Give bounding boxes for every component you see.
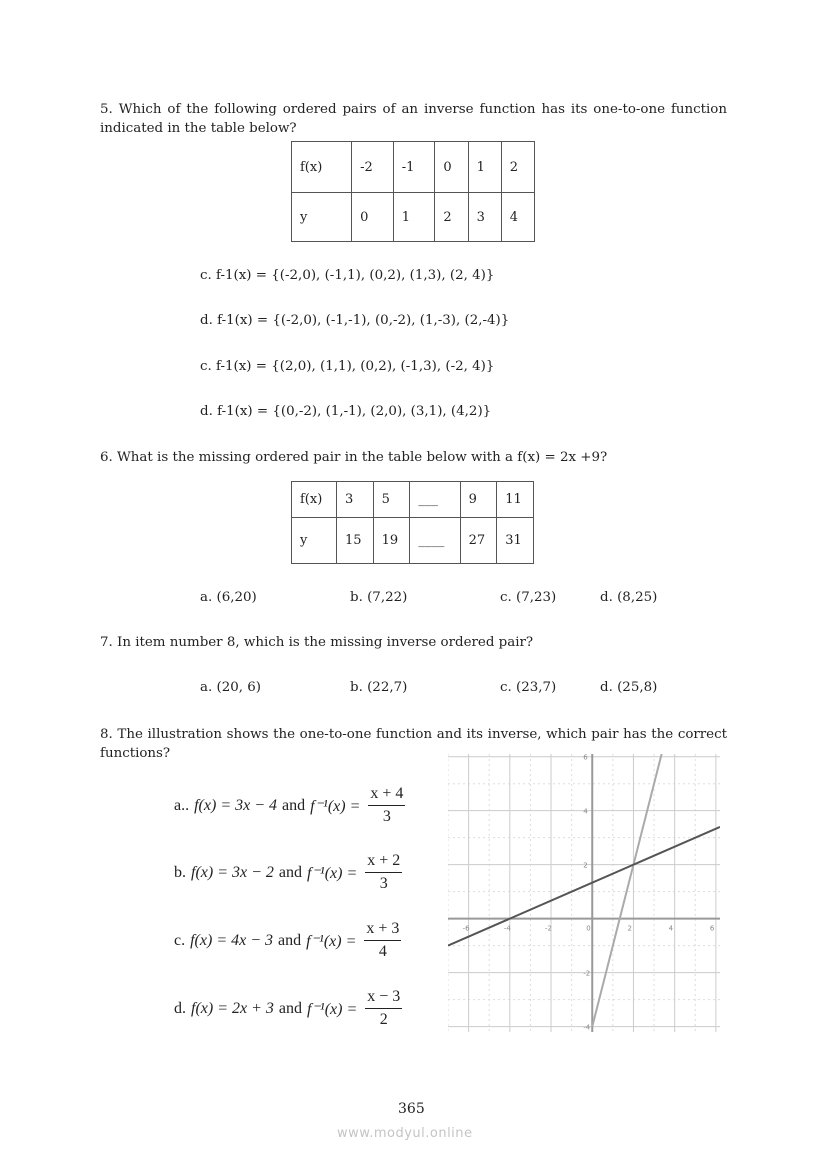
table-cell: -2 xyxy=(352,142,394,193)
table-cell: y xyxy=(292,518,337,564)
q8-choice xyxy=(174,988,402,1029)
function: f(x) = 2x + 3 xyxy=(191,999,274,1017)
series-line-0 xyxy=(592,754,661,1027)
q6-choice-c: c. (7,23) xyxy=(500,590,557,605)
and: and xyxy=(282,796,306,814)
q6-table xyxy=(291,481,534,564)
table-cell: -1 xyxy=(393,142,435,193)
and: and xyxy=(278,999,303,1017)
table-cell: 3 xyxy=(468,193,501,242)
q6-choice-d: d. (8,25) xyxy=(600,590,658,605)
function: f(x) = 4x − 3 xyxy=(190,931,274,949)
table-cell: 27 xyxy=(460,518,497,564)
question-6: 6. What is the missing ordered pair in the table below with a f(x) = 2x +9? xyxy=(100,450,608,465)
table-cell: 5 xyxy=(373,482,410,518)
table-row xyxy=(292,482,534,518)
choice-label: c. xyxy=(174,931,186,949)
function: f(x) = 3x − 4 xyxy=(194,796,278,814)
table-cell: 1 xyxy=(468,142,501,193)
denominator: 4 xyxy=(378,943,387,960)
fraction xyxy=(364,920,401,961)
table-cell: 31 xyxy=(497,518,534,564)
q7-choice-c: c. (23,7) xyxy=(500,680,557,695)
question-7: 7. In item number 8, which is the missing inverse ordered pair? xyxy=(100,635,534,650)
q6-choice-b: b. (7,22) xyxy=(350,590,408,605)
inverse-function: f⁻¹(x) = xyxy=(306,932,357,950)
y-tick-label: 6 xyxy=(583,754,588,762)
watermark: www.modyul.online xyxy=(337,1126,473,1141)
fraction xyxy=(365,988,402,1029)
function: f(x) = 3x − 2 xyxy=(191,863,274,881)
x-tick-label: 2 xyxy=(627,924,632,933)
table-cell: 4 xyxy=(501,193,534,242)
x-tick-label: -2 xyxy=(545,924,553,933)
x-tick-label: 4 xyxy=(668,924,674,933)
choice-label: b. xyxy=(174,863,186,881)
numerator: x − 3 xyxy=(365,988,402,1009)
numerator: x + 2 xyxy=(365,852,402,873)
q5-choice: c. f-1(x) = {(2,0), (1,1), (0,2), (-1,3), (-2, 4)} xyxy=(200,359,495,374)
inverse-function: f⁻¹(x) = xyxy=(310,797,361,815)
q5-choice: d. f-1(x) = {(0,-2), (1,-1), (2,0), (3,1), (4,2)} xyxy=(200,404,492,419)
q7-choice-a: a. (20, 6) xyxy=(200,680,262,695)
inverse-function: f⁻¹(x) = xyxy=(307,1000,358,1018)
fraction xyxy=(365,852,402,893)
table-cell: 11 xyxy=(497,482,534,518)
table-cell: 15 xyxy=(336,518,373,564)
and: and xyxy=(278,931,302,949)
page-number: 365 xyxy=(398,1101,425,1117)
q5-choice: d. f-1(x) = {(-2,0), (-1,-1), (0,-2), (1,-3), (2,-4)} xyxy=(200,313,510,328)
y-tick-label: 4 xyxy=(583,807,588,816)
choice-label: a.. xyxy=(174,796,190,814)
y-tick-label: 2 xyxy=(583,861,588,870)
function-graph xyxy=(448,754,720,1032)
q5-table xyxy=(291,141,535,242)
q5-choice: c. f-1(x) = {(-2,0), (-1,1), (0,2), (1,3), (2, 4)} xyxy=(200,268,495,283)
table-cell: ___ xyxy=(410,482,460,518)
table-row xyxy=(292,193,535,242)
table-cell: 1 xyxy=(393,193,435,242)
y-tick-label: -2 xyxy=(583,969,591,978)
table-cell: 0 xyxy=(435,142,468,193)
fraction xyxy=(368,785,405,826)
inverse-function: f⁻¹(x) = xyxy=(307,864,358,882)
x-tick-label: -4 xyxy=(503,924,511,933)
q7-choice-d: d. (25,8) xyxy=(600,680,658,695)
denominator: 3 xyxy=(379,875,388,892)
numerator: x + 4 xyxy=(368,785,405,806)
and: and xyxy=(278,863,303,881)
question-5: 5. Which of the following ordered pairs of an inverse function has its one-to-one function indicated in the table below? xyxy=(100,102,727,136)
table-cell: ____ xyxy=(410,518,460,564)
table-row xyxy=(292,142,535,193)
table-cell: 19 xyxy=(373,518,410,564)
table-cell: f(x) xyxy=(292,482,337,518)
question-8: 8. The illustration shows the one-to-one function and its inverse, which pair has the correct functions? xyxy=(100,727,727,761)
q8-choice xyxy=(174,785,405,826)
table-cell: 3 xyxy=(336,482,373,518)
table-cell: y xyxy=(292,193,352,242)
q8-choice xyxy=(174,920,401,961)
x-tick-label: 0 xyxy=(586,924,591,933)
q8-choice xyxy=(174,852,402,893)
denominator: 3 xyxy=(382,808,391,825)
denominator: 2 xyxy=(379,1011,388,1028)
numerator: x + 3 xyxy=(364,920,401,941)
x-tick-label: 6 xyxy=(709,924,715,933)
q6-choice-a: a. (6,20) xyxy=(200,590,257,605)
table-cell: f(x) xyxy=(292,142,352,193)
q7-choice-b: b. (22,7) xyxy=(350,680,408,695)
choice-label: d. xyxy=(174,999,186,1017)
table-cell: 2 xyxy=(501,142,534,193)
table-row xyxy=(292,518,534,564)
y-tick-label: -4 xyxy=(583,1023,591,1032)
x-tick-label: -6 xyxy=(462,924,470,933)
table-cell: 9 xyxy=(460,482,497,518)
table-cell: 0 xyxy=(352,193,394,242)
table-cell: 2 xyxy=(435,193,468,242)
